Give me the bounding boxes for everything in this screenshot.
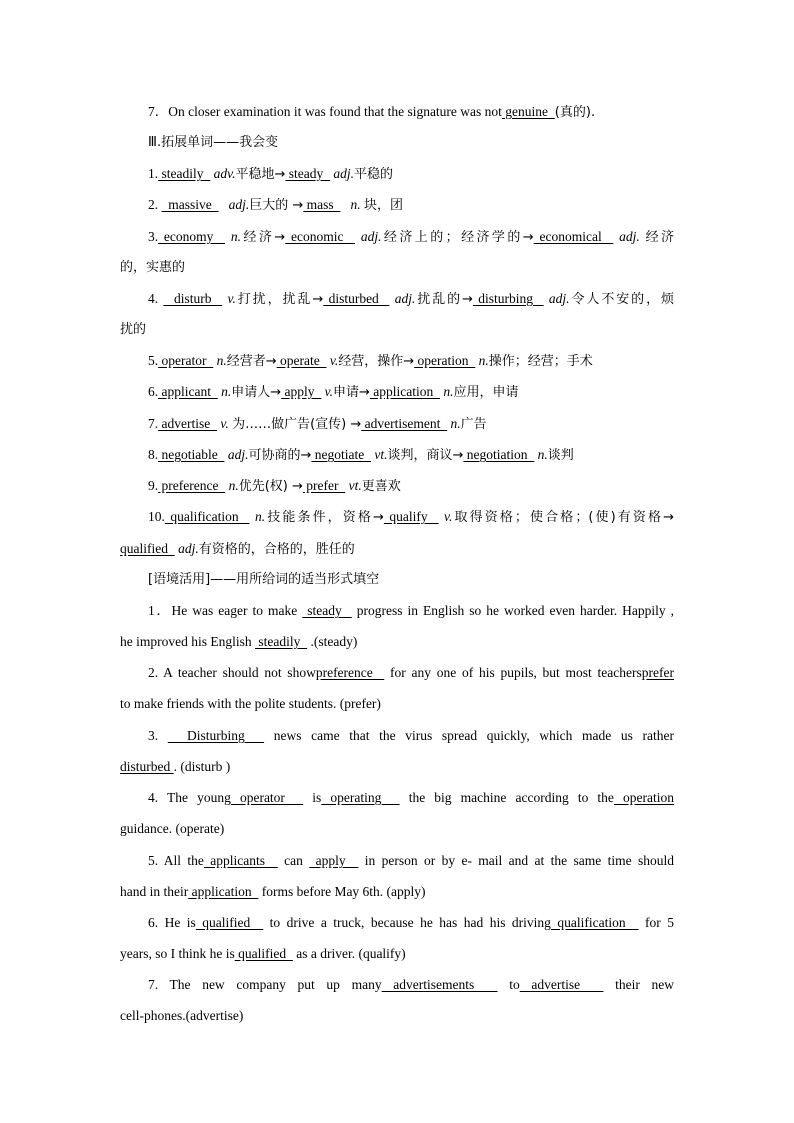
word-item-4-cont: 扰的 bbox=[120, 322, 147, 337]
item-number: 7． bbox=[148, 104, 169, 119]
answer-blank: massive bbox=[161, 197, 219, 212]
text-run: n. bbox=[230, 229, 241, 244]
text-run: vt. bbox=[374, 447, 388, 462]
context-sentence-7 bbox=[148, 975, 674, 995]
text-run: 1. bbox=[148, 166, 159, 181]
text-run: 5. All the bbox=[148, 853, 204, 868]
answer-blank: operation bbox=[613, 790, 675, 805]
text-run: for any one of his pupils, but most teachers bbox=[384, 665, 642, 680]
sentence-7-line bbox=[148, 102, 674, 123]
text-run: v. bbox=[444, 509, 453, 524]
context-sentence-1 bbox=[148, 601, 674, 621]
text-run: 取得资格；使合格；(使)有资格→ bbox=[452, 510, 675, 525]
text-run: n. bbox=[478, 353, 489, 368]
answer-blank: prefer bbox=[302, 478, 346, 493]
text-run: 应用，申请 bbox=[453, 385, 519, 400]
word-item-9 bbox=[148, 476, 674, 497]
context-sentence-6-cont bbox=[120, 944, 674, 964]
text-run: 6. He is bbox=[148, 915, 196, 930]
text-run: n. bbox=[255, 509, 266, 524]
text-run: v. bbox=[324, 384, 334, 399]
text-run: 10. bbox=[148, 509, 165, 524]
text-run: 平稳的 bbox=[354, 167, 394, 182]
answer-blank: apply bbox=[281, 384, 322, 399]
answer-blank: advertisements bbox=[381, 977, 498, 992]
word-item-7 bbox=[148, 414, 674, 435]
text-run: v. bbox=[227, 291, 236, 306]
text-run: 经营者→ bbox=[226, 354, 277, 369]
answer-blank: operator bbox=[230, 790, 304, 805]
text-run: n. bbox=[350, 197, 361, 212]
text-run: 8. bbox=[148, 447, 159, 462]
context-sentence-3 bbox=[148, 726, 674, 746]
text-run: 谈判，商议→ bbox=[387, 448, 464, 463]
text-run: 9. bbox=[148, 478, 159, 493]
text-run: 经济上的；经济学的→ bbox=[381, 230, 534, 245]
text-run: v. bbox=[220, 416, 229, 431]
answer-blank: negotiate bbox=[311, 447, 372, 462]
text-run: v. bbox=[329, 353, 339, 368]
answer-blank: negotiable bbox=[158, 447, 225, 462]
context-sentence-5-cont bbox=[120, 882, 674, 902]
text-run: in person or by e- mail and at the same time should bbox=[358, 853, 675, 868]
context-sentence-7-cont: cell-phones.(advertise) bbox=[120, 1008, 244, 1023]
answer-blank: mass bbox=[303, 197, 341, 212]
text-run: adj. bbox=[178, 541, 199, 556]
answer-blank: steadily bbox=[158, 166, 211, 181]
word-item-6 bbox=[148, 382, 674, 403]
answer-blank: operator bbox=[158, 353, 214, 368]
section-heading: Ⅲ.拓展单词——我会变 bbox=[148, 135, 279, 150]
text-run: the big machine according to the bbox=[399, 790, 614, 805]
text-run: forms before May 6th. (apply) bbox=[258, 884, 426, 899]
sentence-text: On closer examination it was found that the signature was not bbox=[168, 104, 502, 119]
context-sentence-1-cont bbox=[120, 632, 674, 652]
text-run: 巨大的 → bbox=[249, 198, 304, 213]
word-item-8 bbox=[148, 445, 674, 466]
text-run: 经营，操作→ bbox=[338, 354, 415, 369]
text-run: 6. bbox=[148, 384, 159, 399]
answer-blank: steadily bbox=[255, 634, 308, 649]
text-run: 申请人→ bbox=[231, 385, 282, 400]
text-run: adj. bbox=[394, 291, 416, 306]
answer-blank: economical bbox=[533, 229, 614, 244]
text-run: 经济→ bbox=[240, 230, 286, 245]
answer-blank: applicants bbox=[203, 853, 278, 868]
text-run: 更喜欢 bbox=[361, 479, 401, 494]
word-item-10 bbox=[148, 507, 674, 528]
answer-blank: qualification bbox=[550, 915, 639, 930]
answer-blank: qualify bbox=[383, 509, 439, 524]
word-item-1 bbox=[148, 164, 674, 185]
text-run: 令人不安的，烦 bbox=[569, 292, 675, 307]
word-item-4 bbox=[148, 289, 674, 310]
text-run: as a driver. (qualify) bbox=[292, 946, 406, 961]
text-run: hand in their bbox=[120, 884, 189, 899]
answer-blank: qualified bbox=[120, 541, 175, 556]
word-item-10-cont bbox=[120, 539, 674, 560]
answer-blank: economic bbox=[285, 229, 356, 244]
text-run: 可协商的→ bbox=[248, 448, 312, 463]
answer-blank: applicant bbox=[158, 384, 218, 399]
context-sentence-6 bbox=[148, 913, 674, 933]
text-run: adj. bbox=[360, 229, 382, 244]
text-run: adj. bbox=[228, 197, 250, 212]
text-run: 广告 bbox=[460, 417, 487, 432]
context-sentence-4-cont: guidance. (operate) bbox=[120, 821, 225, 836]
answer-blank: steady bbox=[285, 166, 331, 181]
answer-blank: apply bbox=[309, 853, 359, 868]
answer-blank: disturbing bbox=[472, 291, 544, 306]
text-run: to bbox=[497, 977, 520, 992]
text-run: can bbox=[277, 853, 310, 868]
text-run: 扰乱的→ bbox=[415, 292, 473, 307]
text-run: 5. bbox=[148, 353, 159, 368]
text-run: he improved his English bbox=[120, 634, 255, 649]
answer-blank: operate bbox=[276, 353, 327, 368]
text-run: to drive a truck, because he has had his driving bbox=[263, 915, 551, 930]
text-run: 块，团 bbox=[364, 198, 404, 213]
context-heading: [语境活用]——用所给词的适当形式填空 bbox=[148, 572, 380, 587]
answer-blank: advertise bbox=[519, 977, 604, 992]
text-run: 4. bbox=[148, 291, 159, 306]
text-run: 技能条件，资格→ bbox=[265, 510, 384, 525]
text-run: 3. bbox=[148, 229, 159, 244]
text-run: 优先(权) → bbox=[238, 479, 303, 494]
text-run: .(steady) bbox=[307, 634, 358, 649]
text-run: 7. The new company put up many bbox=[148, 977, 382, 992]
context-sentence-5 bbox=[148, 851, 674, 871]
answer-blank: operating bbox=[321, 790, 400, 805]
context-sentence-2-cont: to make friends with the polite students. (prefer) bbox=[120, 696, 381, 711]
text-run: 7. bbox=[148, 416, 159, 431]
text-run: adj. bbox=[333, 166, 355, 181]
answer-blank: qualified bbox=[195, 915, 264, 930]
text-run: n. bbox=[443, 384, 454, 399]
answer-blank: application bbox=[188, 884, 259, 899]
text-run: news came that the virus spread quickly, which made us rather bbox=[264, 728, 674, 743]
text-run: 有资格的，合格的，胜任的 bbox=[198, 542, 355, 557]
text-run: is bbox=[303, 790, 322, 805]
text-run: 4. The young bbox=[148, 790, 231, 805]
text-run: n. bbox=[537, 447, 548, 462]
text-run: n. bbox=[216, 353, 227, 368]
text-run: 操作；经营；手术 bbox=[488, 354, 593, 369]
text-run: progress in English so he worked even harder. Happily , bbox=[351, 603, 674, 618]
answer-blank: qualified bbox=[234, 946, 293, 961]
word-item-3 bbox=[148, 227, 674, 248]
word-item-3-cont: 的，实惠的 bbox=[120, 260, 186, 275]
text-run: 1．He was eager to make bbox=[148, 603, 303, 618]
answer-blank: preference bbox=[315, 665, 385, 680]
text-run: 申请→ bbox=[333, 385, 370, 400]
answer-blank: steady bbox=[302, 603, 352, 618]
text-run: . (disturb ) bbox=[173, 759, 231, 774]
context-sentence-4 bbox=[148, 788, 674, 808]
word-item-5 bbox=[148, 351, 674, 372]
answer-blank: Disturbing bbox=[167, 728, 265, 743]
answer-blank: disturbed bbox=[323, 291, 390, 306]
text-run: adj. bbox=[227, 447, 249, 462]
text-run: n. bbox=[228, 478, 239, 493]
text-run: years, so I think he is bbox=[120, 946, 235, 961]
text-run: n. bbox=[450, 416, 461, 431]
answer-blank: qualification bbox=[164, 509, 250, 524]
answer-blank: disturb bbox=[163, 291, 223, 306]
context-sentence-3-cont bbox=[120, 757, 674, 777]
text-run: 为……做广告(宣传) → bbox=[232, 417, 362, 432]
text-run: for 5 bbox=[638, 915, 675, 930]
answer-blank: preference bbox=[158, 478, 226, 493]
text-run: their new bbox=[603, 977, 674, 992]
text-run: 经济 bbox=[645, 230, 675, 245]
answer-blank: advertise bbox=[158, 416, 217, 431]
text-run: adj. bbox=[619, 229, 640, 244]
text-run: adj. bbox=[548, 291, 570, 306]
answer-blank: economy bbox=[158, 229, 226, 244]
text-run: 2. bbox=[148, 197, 159, 212]
text-run: 3. bbox=[148, 728, 159, 743]
answer-blank: negotiation bbox=[463, 447, 535, 462]
answer-blank: operation bbox=[414, 353, 476, 368]
text-run: 打扰，扰乱→ bbox=[235, 292, 324, 307]
text-run: 平稳地→ bbox=[235, 167, 286, 182]
answer-blank: genuine bbox=[501, 104, 555, 119]
answer-blank: application bbox=[369, 384, 441, 399]
answer-blank: disturbed bbox=[120, 759, 174, 774]
text-run: 谈判 bbox=[547, 448, 574, 463]
context-sentence-2 bbox=[148, 663, 674, 683]
text-run: adv. bbox=[213, 166, 236, 181]
text-run: n. bbox=[221, 384, 232, 399]
word-item-2 bbox=[148, 195, 674, 216]
answer-blank: prefer bbox=[641, 665, 674, 680]
text-run: vt. bbox=[348, 478, 362, 493]
answer-blank: advertisement bbox=[361, 416, 448, 431]
sentence-text: (真的). bbox=[554, 105, 596, 120]
text-run: 2. A teacher should not show bbox=[148, 665, 316, 680]
